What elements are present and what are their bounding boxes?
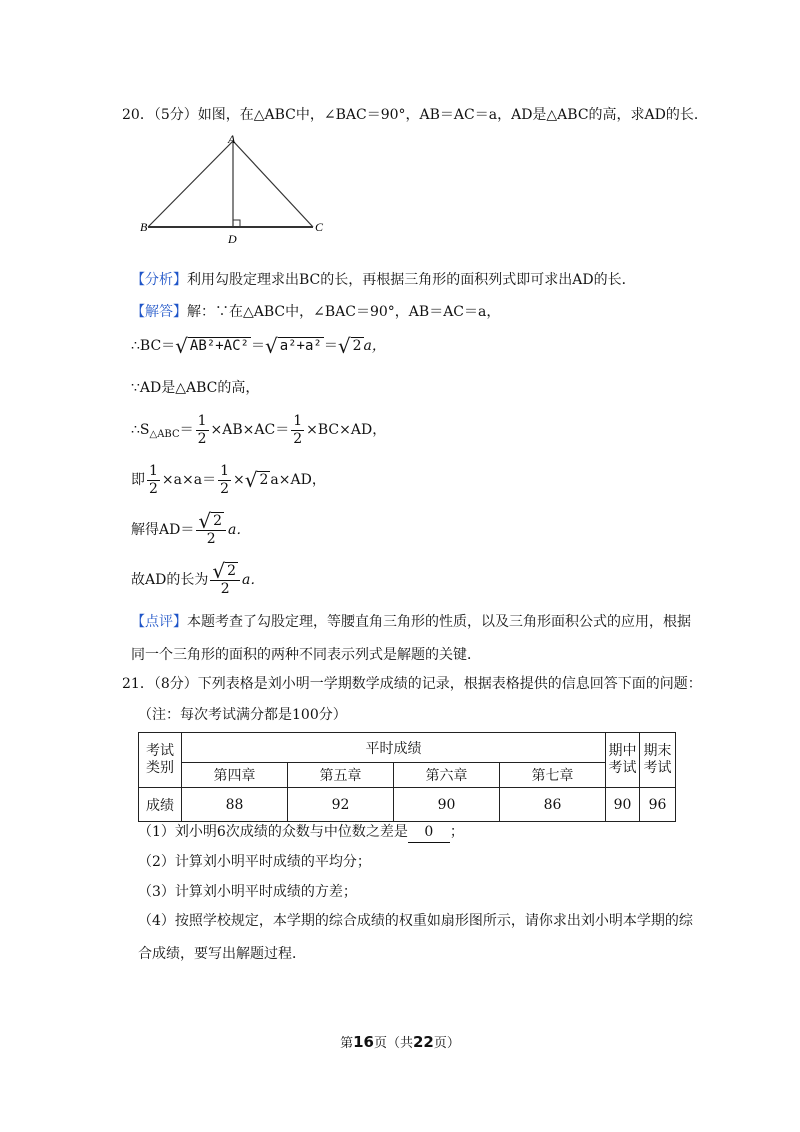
- score-cell: 90: [394, 788, 500, 822]
- type-header: 考试 类别: [139, 733, 182, 788]
- sqrt-2: √ 2: [244, 468, 269, 492]
- comment-tag: 【点评】: [131, 614, 187, 630]
- vertex-c-label: C: [315, 220, 324, 234]
- score-table: [138, 732, 676, 822]
- sub-question-4-cont: 合成绩，要写出解题过程．: [138, 946, 306, 962]
- final-score: 96: [640, 788, 676, 822]
- score-cell: 88: [182, 788, 288, 822]
- fraction-half: $\frac{1}{2}$: [220, 462, 229, 497]
- sub-question-2: （2）计算刘小明平时成绩的平均分；: [138, 854, 371, 870]
- chapter-header: 第四章: [182, 763, 288, 788]
- step-area: $\therefore S_{\triangle ABC}=$ $\frac{1}{2}$ ×AB×AC＝ $\frac{1}{2}$ ×BC×AD，: [131, 412, 387, 447]
- chapter-header: 第七章: [500, 763, 606, 788]
- triangle-figure: [135, 133, 335, 263]
- solve-line: 解得AD＝ $\frac{√ 2}{2}$ a．: [131, 508, 251, 547]
- step-height: ∵AD是△ABC的高，: [131, 380, 260, 396]
- step-bc: ∴BC＝√ AB²+AC² ＝√ a²+a² ＝√ 2 a，: [131, 334, 386, 358]
- step-bc-lead: ∴BC＝: [131, 338, 176, 354]
- sqrt-a-a: √ a²+a²: [264, 334, 322, 358]
- fraction-sqrt2-over-2: $\frac{√ 2}{2}$: [210, 563, 240, 598]
- comment-line-1: 【点评】本题考查了勾股定理，等腰直角三角形的性质，以及三角形面积公式的应用，根据: [131, 614, 691, 630]
- step-ji: 即 $\frac{1}{2}$ ×a×a＝ $\frac{1}{2}$ ×√ 2 a×AD，: [131, 462, 326, 497]
- vertex-a-label: A: [228, 133, 236, 146]
- sub-question-3: （3）计算刘小明平时成绩的方差；: [138, 884, 357, 900]
- answer-line: [131, 302, 500, 322]
- answer-text: 解：∵在△ABC中，∠BAC＝90°，AB＝AC＝a，: [187, 304, 501, 320]
- page-number: 16: [353, 1033, 374, 1051]
- page-footer: 第16页（共22页）: [340, 1033, 460, 1051]
- vertex-b-label: B: [140, 220, 148, 234]
- sqrt-2: √ 2: [337, 334, 362, 358]
- midterm-header: 期中 考试: [606, 733, 640, 788]
- regular-header: 平时成绩: [182, 733, 606, 763]
- score-cell: 92: [288, 788, 394, 822]
- q20-heading: 20．（5分）如图，在△ABC中，∠BAC＝90°，AB＝AC＝a，AD是△ABC的高，求AD的长．: [122, 107, 708, 123]
- sub1-answer-blank: 0: [408, 822, 450, 843]
- analysis-tag: 【分析】: [131, 272, 187, 288]
- score-cell: 86: [500, 788, 606, 822]
- fraction-half: $\frac{1}{2}$: [197, 412, 207, 447]
- fraction-half: $\frac{1}{2}$: [149, 462, 158, 497]
- final-line: 故AD的长为 $\frac{√ 2}{2}$ a．: [131, 558, 265, 597]
- analysis-line: [131, 270, 636, 290]
- midterm-score: 90: [606, 788, 640, 822]
- answer-tag: 【解答】: [131, 304, 187, 320]
- vertex-d-label: D: [228, 232, 237, 246]
- fraction-half: $\frac{1}{2}$: [293, 412, 303, 447]
- chapter-header: 第五章: [288, 763, 394, 788]
- fraction-sqrt2-over-2: $\frac{√ 2}{2}$: [196, 513, 226, 548]
- analysis-text: 利用勾股定理求出BC的长，再根据三角形的面积列式即可求出AD的长．: [187, 272, 636, 288]
- row-label: 成绩: [139, 788, 182, 822]
- comment-line-2: 同一个三角形的面积的两种不同表示列式是解题的关键．: [131, 647, 481, 663]
- sqrt-ab-ac: √ AB²+AC²: [175, 334, 249, 358]
- q21-heading: 21．（8分）下列表格是刘小明一学期数学成绩的记录，根据表格提供的信息回答下面的问题：: [122, 676, 702, 692]
- chapter-header: 第六章: [394, 763, 500, 788]
- sub-question-1: （1）刘小明6次成绩的众数与中位数之差是 0 ；: [138, 822, 464, 843]
- final-header: 期末 考试: [640, 733, 676, 788]
- page-total: 22: [413, 1033, 434, 1051]
- sub-question-4: （4）按照学校规定，本学期的综合成绩的权重如扇形图所示，请你求出刘小明本学期的综: [138, 913, 693, 929]
- q21-note: （注：每次考试满分都是100分）: [138, 707, 347, 723]
